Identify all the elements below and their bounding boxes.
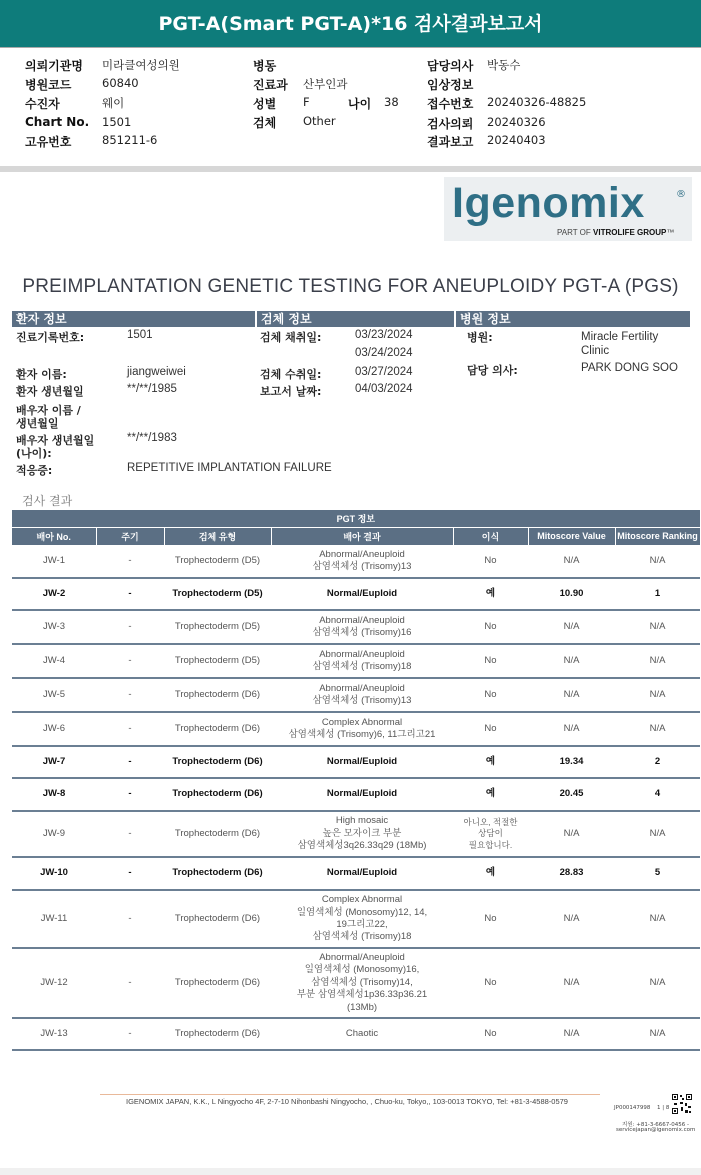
transfer-cell-line: No <box>484 620 497 632</box>
footer-contact-phone: 지원: +81-3-6667-0456 - <box>622 1122 690 1128</box>
transfer-cell-line: No <box>484 554 497 566</box>
mitoscore-value-cell: N/A <box>528 1018 615 1050</box>
transfer-cell <box>453 644 528 678</box>
header-value: 1501 <box>102 115 132 129</box>
mitoscore-value-cell: N/A <box>528 644 615 678</box>
column-header: 주기 <box>96 527 164 545</box>
header-value: 박동수 <box>487 58 521 72</box>
cycle-cell: - <box>96 610 164 644</box>
embryo-id-cell: JW-3 <box>12 610 96 644</box>
mitoscore-value-cell: 10.90 <box>528 578 615 610</box>
embryo-id-cell: JW-12 <box>12 948 96 1018</box>
embryo-id-cell: JW-7 <box>12 746 96 778</box>
document-code: JP000147998 <box>614 1105 651 1111</box>
section-hospital-info: 병원 정보 <box>456 311 690 327</box>
transfer-cell <box>453 578 528 610</box>
transfer-cell <box>453 890 528 948</box>
mitoscore-ranking-cell: N/A <box>615 890 700 948</box>
transfer-cell-line: 상담이 <box>478 828 503 839</box>
embryo-result-cell-line: 삼염색체성 (Trisomy)14, <box>311 976 413 988</box>
mitoscore-value-cell: N/A <box>528 610 615 644</box>
header-value: 20240326-48825 <box>487 95 587 109</box>
receive-date-value: 03/27/2024 <box>355 366 413 378</box>
table-row <box>12 778 700 811</box>
transfer-cell-line: 필요합니다. <box>468 839 513 850</box>
report-title: PGT-A(Smart PGT-A)*16 검사결과보고서 <box>158 13 543 35</box>
cycle-cell: - <box>96 545 164 578</box>
column-header: Mitoscore Ranking <box>615 527 700 545</box>
cycle-cell: - <box>96 890 164 948</box>
table-row <box>12 811 700 857</box>
embryo-result-cell-line: High mosaic <box>335 815 389 827</box>
cycle-cell: - <box>96 948 164 1018</box>
table-row <box>12 746 700 778</box>
table-row <box>12 678 700 712</box>
mitoscore-ranking-cell: N/A <box>615 948 700 1018</box>
embryo-id-cell: JW-5 <box>12 678 96 712</box>
cycle-cell: - <box>96 712 164 746</box>
embryo-result-cell-line: Normal/Euploid <box>326 587 398 599</box>
mitoscore-ranking-cell: N/A <box>615 644 700 678</box>
transfer-cell-line: 아니오, 적절한 <box>463 817 518 828</box>
table-group-header: PGT 정보 <box>12 510 700 527</box>
specimen-type-cell: Trophectoderm (D6) <box>164 857 271 890</box>
igenomix-logo <box>444 177 692 241</box>
mitoscore-value-cell: N/A <box>528 678 615 712</box>
transfer-cell-line: No <box>484 912 497 924</box>
embryo-result-cell-line: 삼염색체성 (Trisomy)16 <box>312 627 412 638</box>
embryo-id-cell: JW-6 <box>12 712 96 746</box>
section-specimen-info: 검체 정보 <box>257 311 454 327</box>
embryo-result-cell-line: Abnormal/Aneuploid <box>319 682 405 694</box>
embryo-result-cell-line: Normal/Euploid <box>326 788 398 800</box>
specimen-type-cell: Trophectoderm (D6) <box>164 678 271 712</box>
cycle-cell: - <box>96 644 164 678</box>
transfer-cell <box>453 678 528 712</box>
header-label: 임상정보 <box>427 78 474 92</box>
mitoscore-ranking-cell: N/A <box>615 1018 700 1050</box>
transfer-cell-line: 예 <box>485 867 496 879</box>
patient-record-label: 진료기록번호: <box>16 331 85 344</box>
spouse-dob-label: (나이): <box>16 447 52 460</box>
embryo-result-cell-line: 높은 모자이크 부분 <box>322 827 402 839</box>
embryo-result-cell-line: 19그리고22, <box>336 919 388 930</box>
embryo-id-cell: JW-8 <box>12 778 96 811</box>
embryo-result-cell-line: 삼염색체성 (Trisomy)18 <box>312 661 412 672</box>
report-date-value: 04/03/2024 <box>355 383 413 395</box>
embryo-result-cell-line: 삼염색체성3q26.33q29 (18Mb) <box>297 840 427 852</box>
mitoscore-value-cell: N/A <box>528 811 615 857</box>
report-heading: PREIMPLANTATION GENETIC TESTING FOR ANEUPLOIDY PGT-A (PGS) <box>22 276 679 297</box>
spouse-name-label: 생년월일 <box>16 417 59 430</box>
header-label: 결과보고 <box>427 135 474 149</box>
embryo-id-cell: JW-13 <box>12 1018 96 1050</box>
embryo-result-cell <box>271 712 453 746</box>
specimen-type-cell: Trophectoderm (D6) <box>164 890 271 948</box>
embryo-id-cell: JW-4 <box>12 644 96 678</box>
header-label: 나이 <box>348 97 372 111</box>
embryo-result-cell <box>271 811 453 857</box>
embryo-result-cell <box>271 610 453 644</box>
transfer-cell-line: 예 <box>485 755 496 767</box>
transfer-cell <box>453 746 528 778</box>
column-header: 배아 No. <box>12 527 96 545</box>
header-value: 미라클여성의원 <box>102 58 180 72</box>
indication-label: 적응증: <box>16 464 53 477</box>
cycle-cell: - <box>96 1018 164 1050</box>
mitoscore-value-cell: 19.34 <box>528 746 615 778</box>
spouse-dob-value: **/**/1983 <box>127 432 177 444</box>
hospital-name-label: 병원: <box>467 331 493 344</box>
mitoscore-value-cell: 28.83 <box>528 857 615 890</box>
header-label: 담당의사 <box>427 59 474 73</box>
table-row <box>12 578 700 610</box>
mitoscore-ranking-cell: N/A <box>615 610 700 644</box>
embryo-result-cell-line: 일염색체성 (Monosomy)16, <box>304 964 420 976</box>
specimen-type-cell: Trophectoderm (D5) <box>164 644 271 678</box>
column-header: 배아 결과 <box>271 527 453 545</box>
mitoscore-value-cell: N/A <box>528 948 615 1018</box>
header-label: 수진자 <box>25 97 60 111</box>
embryo-result-cell-line: Complex Abnormal <box>321 894 403 906</box>
embryo-result-cell <box>271 1018 453 1050</box>
collect-date-value: 03/23/2024 <box>355 329 413 341</box>
cycle-cell: - <box>96 678 164 712</box>
embryo-result-cell <box>271 578 453 610</box>
transfer-cell <box>453 1018 528 1050</box>
transfer-cell <box>453 712 528 746</box>
report-page <box>0 172 701 1168</box>
embryo-result-cell <box>271 857 453 890</box>
specimen-type-cell: Trophectoderm (D6) <box>164 811 271 857</box>
embryo-result-cell-line: Normal/Euploid <box>326 867 398 879</box>
embryo-result-cell-line: Abnormal/Aneuploid <box>319 614 405 626</box>
header-label: 성별 <box>253 97 277 111</box>
embryo-id-cell: JW-1 <box>12 545 96 578</box>
cycle-cell: - <box>96 578 164 610</box>
doctor-value: PARK DONG SOO <box>581 362 678 374</box>
mitoscore-value-cell: N/A <box>528 545 615 578</box>
specimen-type-cell: Trophectoderm (D6) <box>164 1018 271 1050</box>
specimen-type-cell: Trophectoderm (D6) <box>164 778 271 811</box>
specimen-type-cell: Trophectoderm (D6) <box>164 948 271 1018</box>
specimen-type-cell: Trophectoderm (D5) <box>164 610 271 644</box>
embryo-id-cell: JW-9 <box>12 811 96 857</box>
embryo-result-cell-line: Complex Abnormal <box>321 716 403 728</box>
header-value: 20240326 <box>487 115 546 129</box>
embryo-result-cell-line: Chaotic <box>345 1027 379 1039</box>
transfer-cell-line: No <box>484 976 497 988</box>
embryo-result-cell-line: 삼염색체성 (Trisomy)18 <box>312 931 412 943</box>
hospital-name-value: Clinic <box>581 345 610 357</box>
table-row <box>12 1018 700 1050</box>
mitoscore-ranking-cell: 2 <box>615 746 700 778</box>
header-label: Chart No. <box>25 115 90 129</box>
patient-name-label: 환자 이름: <box>16 368 67 381</box>
column-header: 이식 <box>453 527 528 545</box>
section-patient-info: 환자 정보 <box>12 311 255 327</box>
transfer-cell-line: No <box>484 688 497 700</box>
collect-date-value: 03/24/2024 <box>355 347 413 359</box>
report-date-label: 보고서 날짜: <box>260 385 322 398</box>
header-value: 851211-6 <box>102 133 158 147</box>
doctor-label: 담당 의사: <box>467 364 518 377</box>
embryo-result-cell-line: 삼염색체성 (Trisomy)13 <box>312 561 412 572</box>
embryo-result-cell-line: 부분 삼염색체성1p36.33p36.21 <box>296 989 428 1001</box>
header-label: 진료과 <box>253 78 288 92</box>
mitoscore-ranking-cell: 5 <box>615 857 700 890</box>
header-label: 검사의뢰 <box>427 117 474 131</box>
embryo-result-cell <box>271 890 453 948</box>
header-value: Other <box>303 114 336 128</box>
header-value: 60840 <box>102 76 139 90</box>
mitoscore-ranking-cell: N/A <box>615 678 700 712</box>
mitoscore-value-cell: 20.45 <box>528 778 615 811</box>
cycle-cell: - <box>96 811 164 857</box>
transfer-cell-line: No <box>484 722 497 734</box>
embryo-result-cell <box>271 644 453 678</box>
header-label: 접수번호 <box>427 97 474 111</box>
receive-date-label: 검체 수취일: <box>260 368 322 381</box>
patient-dob-label: 환자 생년월일 <box>16 385 84 398</box>
specimen-type-cell: Trophectoderm (D5) <box>164 545 271 578</box>
logo-wordmark: Igenomix <box>452 179 645 227</box>
mitoscore-ranking-cell: 1 <box>615 578 700 610</box>
footer-contact-email: servicejapan@igenomix.com <box>616 1127 696 1133</box>
specimen-type-cell: Trophectoderm (D6) <box>164 746 271 778</box>
header-value: 웨이 <box>102 96 125 110</box>
header-label: 검체 <box>253 116 277 130</box>
transfer-cell-line: 예 <box>485 587 496 599</box>
embryo-result-cell-line: 일염색체성 (Monosomy)12, 14, <box>296 906 428 918</box>
cycle-cell: - <box>96 857 164 890</box>
transfer-cell <box>453 948 528 1018</box>
embryo-result-cell <box>271 678 453 712</box>
footer-rule <box>100 1094 600 1095</box>
header-value: 산부인과 <box>303 77 348 91</box>
patient-name-value: jiangweiwei <box>127 366 186 378</box>
footer-address: IGENOMIX JAPAN, K.K., L Ningyocho 4F, 2-7-10 Nihonbashi Ningyocho, , Chuo-ku, Tokyo,, 103-0013 TOKYO, Tel: +81-3-4588-0579 <box>126 1097 568 1106</box>
transfer-cell-line: 예 <box>485 788 496 800</box>
header-value: 38 <box>384 95 399 109</box>
embryo-result-cell-line: Abnormal/Aneuploid <box>319 548 405 560</box>
patient-record-value: 1501 <box>127 329 153 341</box>
mitoscore-ranking-cell: N/A <box>615 712 700 746</box>
column-header: 검체 유형 <box>164 527 271 545</box>
header-label: 병동 <box>253 59 277 73</box>
logo-registered-mark: ® <box>676 189 686 200</box>
embryo-id-cell: JW-2 <box>12 578 96 610</box>
specimen-type-cell: Trophectoderm (D5) <box>164 578 271 610</box>
indication-value: REPETITIVE IMPLANTATION FAILURE <box>127 462 332 474</box>
transfer-cell <box>453 545 528 578</box>
mitoscore-ranking-cell: 4 <box>615 778 700 811</box>
mitoscore-ranking-cell: N/A <box>615 545 700 578</box>
table-row <box>12 610 700 644</box>
collect-date-label: 검체 채취일: <box>260 331 322 344</box>
mitoscore-value-cell: N/A <box>528 890 615 948</box>
column-header: Mitoscore Value <box>528 527 615 545</box>
specimen-type-cell: Trophectoderm (D6) <box>164 712 271 746</box>
transfer-cell <box>453 857 528 890</box>
spouse-name-label: 배우자 이름 / <box>16 404 81 417</box>
table-row <box>12 545 700 578</box>
table-row <box>12 712 700 746</box>
mitoscore-ranking-cell: N/A <box>615 811 700 857</box>
cycle-cell: - <box>96 746 164 778</box>
embryo-result-cell-line: (13Mb) <box>346 1001 378 1013</box>
embryo-result-cell-line: Abnormal/Aneuploid <box>319 952 405 964</box>
embryo-result-cell-line: Normal/Euploid <box>326 755 398 767</box>
logo-tagline: PART OF VITROLIFE GROUP™ <box>557 228 675 237</box>
results-heading: 검사 결과 <box>22 494 73 508</box>
order-header <box>0 48 701 166</box>
table-row <box>12 644 700 678</box>
page-number: 1 | 8 <box>657 1105 670 1111</box>
patient-dob-value: **/**/1985 <box>127 383 177 395</box>
header-label: 고유번호 <box>25 135 72 149</box>
transfer-cell <box>453 811 528 857</box>
embryo-result-cell-line: 삼염색체성 (Trisomy)13 <box>312 695 412 706</box>
header-value: 20240403 <box>487 133 546 147</box>
hospital-name-value: Miracle Fertility <box>581 331 659 343</box>
embryo-result-cell-line: 삼염색체성 (Trisomy)6, 11그리고21 <box>288 729 436 740</box>
embryo-id-cell: JW-11 <box>12 890 96 948</box>
embryo-id-cell: JW-10 <box>12 857 96 890</box>
embryo-result-cell <box>271 948 453 1018</box>
transfer-cell-line: No <box>484 1027 497 1039</box>
embryo-result-cell-line: Abnormal/Aneuploid <box>319 648 405 660</box>
qr-code-icon <box>672 1094 692 1114</box>
table-row <box>12 857 700 890</box>
embryo-result-cell <box>271 778 453 811</box>
transfer-cell-line: No <box>484 654 497 666</box>
report-title-bar <box>0 0 701 48</box>
transfer-cell <box>453 778 528 811</box>
header-value: F <box>303 95 310 109</box>
embryo-result-cell <box>271 746 453 778</box>
results-table <box>12 510 701 1051</box>
header-label: 의뢰기관명 <box>25 59 83 73</box>
header-label: 병원코드 <box>25 78 72 92</box>
embryo-result-cell <box>271 545 453 578</box>
table-row <box>12 890 700 948</box>
spouse-dob-label: 배우자 생년월일 <box>16 434 95 447</box>
transfer-cell <box>453 610 528 644</box>
cycle-cell: - <box>96 778 164 811</box>
table-row <box>12 948 700 1018</box>
mitoscore-value-cell: N/A <box>528 712 615 746</box>
